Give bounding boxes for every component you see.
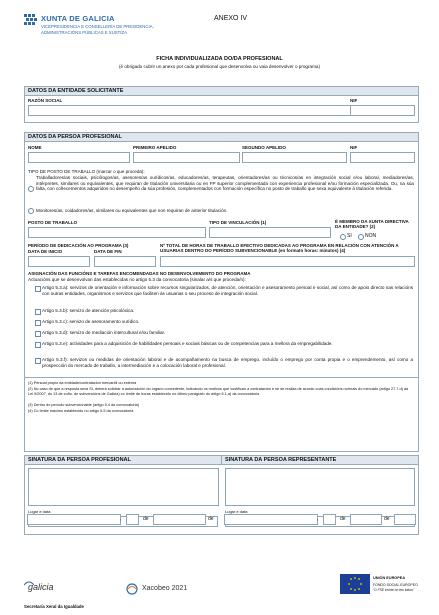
ap2-label: SEGUNDO APELIDO bbox=[242, 145, 286, 150]
note-2: (2) No caso de que a resposta sexa SI, deberá solicitar a autorización do órgano concedente, indicando os motivos que xustifican a contratación e se se realiza de acordo coas condicións normais do mercado (artigo 27.7.d) da Lei 9/2007, do 13 de xuño, de subvencións de Galicia) co límite de horas establecido no último parágrafo do artigo 6.1.a) da convocatoria bbox=[28, 387, 409, 396]
ap1-label: PRIMEIRO APELIDO bbox=[133, 145, 177, 150]
horas-field[interactable] bbox=[160, 256, 415, 267]
membro-label: É MEMBRO DA XUNTA DIRECTIVA DA ENTIDADE? (2) bbox=[335, 219, 409, 229]
signature-rep-header: SINATURA DA PERSOA REPRESENTANTE bbox=[222, 456, 418, 465]
page-title: FICHA INDIVIDUALIZADA DO/DA PROFESIONAL bbox=[156, 56, 283, 62]
asig-sub: Actuacións que se desenvolvan das establecidas no artigo 5.3 da convocatoria (sinalar a/s que proceda/n): bbox=[28, 277, 246, 282]
person-nif-field[interactable] bbox=[350, 152, 415, 163]
date-de-1: de bbox=[143, 516, 149, 522]
membro-si-radio[interactable] bbox=[340, 234, 346, 240]
eu-text-3: “O FSE invirte no teu futuro” bbox=[373, 588, 415, 592]
tipo-opt2-text: Monitores/as, coidadores/as, similares ou equivalentes que non requiran de anterior titulación. bbox=[36, 208, 228, 213]
date-place-field[interactable] bbox=[27, 514, 121, 525]
ap1-field[interactable] bbox=[133, 152, 240, 163]
rep-date-place-field[interactable] bbox=[224, 514, 318, 525]
page-subtitle: (é obrigado cubrir un anexo por cada profesional que desenvolva ou vaia desenvolver o programa) bbox=[119, 64, 320, 69]
org-sub1: VICEPRESIDENCIA E CONSELLERÍA DE PRESIDENCIA, bbox=[41, 24, 154, 29]
place-date-label: Lugar e data bbox=[28, 509, 51, 514]
eu-flag-icon bbox=[340, 574, 370, 594]
annex-label: ANEXO IV bbox=[214, 15, 248, 22]
ap2-field[interactable] bbox=[242, 152, 347, 163]
inicio-label: DATA DE INICIO bbox=[28, 249, 63, 254]
posto-field[interactable] bbox=[28, 227, 206, 238]
razon-social-field[interactable] bbox=[28, 105, 370, 116]
date-de-2: de bbox=[208, 516, 214, 522]
art-c-checkbox[interactable] bbox=[35, 320, 41, 326]
rep-date-day-field[interactable] bbox=[323, 514, 336, 525]
horas-label: Nº TOTAL DE HORAS DE TRABALLO EFECTIVO DEDICADAS AO PROGRAMA EN RELACIÓN CON ATENCIÓN A USUARIAS DENTRO DO PERÍODO SUBVENCIONABLE (en formato horas: minutos) (4) bbox=[160, 243, 399, 253]
person-nif-label: NIF bbox=[350, 145, 358, 150]
art-d-checkbox[interactable] bbox=[35, 331, 41, 337]
membro-si-label: SI bbox=[347, 233, 352, 239]
tipo-opt1-radio[interactable] bbox=[28, 186, 34, 192]
nome-field[interactable] bbox=[28, 152, 130, 163]
rep-date-de-1: de bbox=[340, 516, 346, 522]
art-c-text: Artigo 5.3.c): servizo de asesoramento xurídico. bbox=[42, 319, 140, 324]
art-e-checkbox[interactable] bbox=[35, 342, 41, 348]
fin-label: DATA DE FIN bbox=[94, 249, 122, 254]
entity-nif-label: NIF bbox=[350, 98, 358, 103]
date-month-field[interactable] bbox=[153, 514, 206, 525]
xacobeo-logo: Xacobeo 2021 bbox=[125, 582, 205, 596]
rep-date-comma: , bbox=[317, 516, 319, 522]
rep-date-month-field[interactable] bbox=[350, 514, 382, 525]
org-name: XUNTA DE GALICIA bbox=[41, 14, 115, 23]
signature-prof-header: SINATURA DA PERSOA PROFESIONAL bbox=[25, 456, 222, 465]
note-3: (3) Dentro do período subvencionable (artigo 5.4 da convocatoria) bbox=[28, 403, 140, 407]
vinculacion-field[interactable] bbox=[209, 227, 331, 238]
eu-text-2: FONDO SOCIAL EUROPEO bbox=[373, 583, 418, 587]
xunta-logo-icon bbox=[24, 14, 38, 28]
org-sub2: ADMINISTRACIÓNS PÚBLICAS E XUSTIZA bbox=[41, 30, 127, 35]
date-comma: , bbox=[120, 516, 122, 522]
nome-label: NOME bbox=[28, 145, 42, 150]
note-4: (4) Co límite máximo establecido no artigo 5.5 da convocatoria bbox=[28, 409, 134, 413]
entity-nif-field[interactable] bbox=[350, 105, 415, 116]
person-section-header: DATOS DA PERSOA PROFESIONAL bbox=[25, 133, 418, 142]
art-d-text: Artigo 5.3.d): servizo de mediación intercultural e/ou familiar. bbox=[42, 330, 166, 335]
art-f-text: Artigo 5.3.f): servizos ou medidas de orientación laboral e de acompañamento na busca de emprego, incluído o emprego por conta propia e o emprendemento, así como a prospección do mercado de traballo, a intermediación e a colocación laboral e profesional. bbox=[42, 357, 413, 368]
asig-label: ASIGNACIÓN DAS FUNCIÓNS E TAREFAS ENCOMENDADAS NO DESENVOLVEMENTO DO PROGRAMA bbox=[28, 271, 251, 276]
person-section bbox=[24, 132, 419, 452]
tipo-opt1-text: Traballadores/as sociais, psicólogos/as, asesores/as xurídicos/as, educadores/as, terapeutas, orientadores/as ou técnicos/as en integración social e/ou laboral, mediadores/as, intérpretes, similares ou equivalentes, que requiran de titulación universitaria ou en FP superior complementada con experiencia profesional e/ou formación especializada. Ou, na súa falta, con coñecementos adquiridos no desempeño da súa profesión, complementados con formación específica no posto de traballo que sexa equivalente á titulación referida. bbox=[36, 175, 414, 192]
tipo-opt2-radio[interactable] bbox=[28, 208, 34, 214]
signature-rep-box[interactable] bbox=[225, 468, 415, 506]
periodo-label: PERÍODO DE DEDICACIÓN AO PROGRAMA (3) bbox=[28, 243, 129, 248]
notes-divider bbox=[25, 377, 418, 378]
rep-date-de-2: de bbox=[384, 516, 390, 522]
posto-label: POSTO DE TRABALLO bbox=[28, 220, 78, 225]
art-a-checkbox[interactable] bbox=[35, 286, 41, 292]
entity-section-header: DATOS DA ENTIDADE SOLICITANTE bbox=[25, 87, 418, 96]
tipo-posto-label: TIPO DE POSTO DE TRABALLO (marcar o que proceda): bbox=[28, 169, 145, 174]
vinculacion-label: TIPO DE VINCULACIÓN (1) bbox=[209, 220, 267, 225]
art-a-text: Artigo 5.3.a): servizos de orientación e información sobre recursos singularizados, de atención, orientación e asesoramento persoal e social, así como de apoio directo nas relacións con outras entidades, organismos e servizos que faciliten ás usuarias o seu proceso de integración social. bbox=[42, 285, 413, 296]
fin-field[interactable] bbox=[94, 256, 156, 267]
art-e-text: Artigo 5.3.e): actividades para a adquisición de habilidades persoais e sociais básicas ou de competencias para a mellora da empregabilidade. bbox=[42, 341, 333, 346]
entity-section bbox=[24, 86, 419, 123]
inicio-field[interactable] bbox=[28, 256, 90, 267]
note-1: (1) Persoal propio da entidade/contratación mercantil ou externa bbox=[28, 381, 137, 385]
art-f-checkbox[interactable] bbox=[35, 358, 41, 364]
galicia-logo: galicia bbox=[24, 580, 64, 594]
membro-non-radio[interactable] bbox=[358, 234, 364, 240]
xacobeo-swirl-icon bbox=[125, 582, 139, 596]
secretaria-label: Secretaría Xeral da Igualdade bbox=[24, 604, 84, 609]
eu-text-1: UNIÓN EUROPEA bbox=[373, 576, 406, 580]
art-b-checkbox[interactable] bbox=[35, 309, 41, 315]
date-day-field[interactable] bbox=[126, 514, 139, 525]
rep-date-year-field[interactable] bbox=[394, 514, 416, 525]
razon-social-label: RAZÓN SOCIAL bbox=[28, 98, 63, 103]
signature-prof-box[interactable] bbox=[28, 468, 219, 506]
membro-non-label: NON bbox=[365, 233, 377, 239]
art-b-text: Artigo 5.3.b): servizo de atención psicolóxica. bbox=[42, 308, 135, 313]
place-date-label-rep: Lugar e data bbox=[225, 509, 248, 514]
